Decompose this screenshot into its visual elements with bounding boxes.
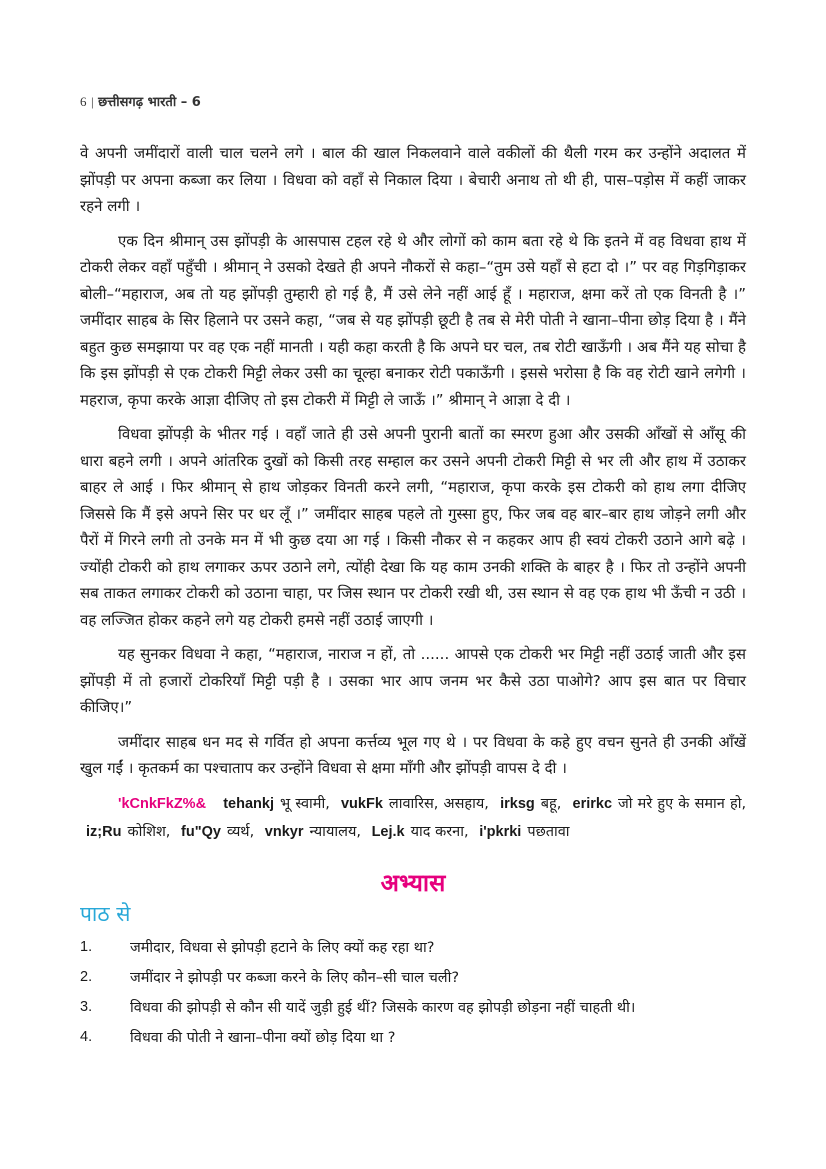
glossary-meaning: भू स्वामी,	[279, 795, 330, 812]
question-number: 3.	[80, 999, 93, 1015]
question-text: विधवा की पोती ने खाना–पीना क्यों छोड़ दिया था ?	[130, 1030, 396, 1046]
question-item	[80, 962, 750, 992]
paragraph: वे अपनी जमींदारों वाली चाल चलने लगे । बाल की खाल निकलवाने वाले वकीलों की थैली गरम कर उन्होंने अदालत में झोंपड़ी पर अपना कब्जा कर लिया । विधवा को वहाँ से निकाल दिया । बेचारी अनाथ तो थी ही, पास–पड़ोस में कहीं जाकर रहने लगी ।	[80, 144, 746, 215]
question-text: जमीदार, विधवा से झोपड़ी हटाने के लिए क्यों कह रहा था?	[130, 940, 435, 956]
glossary-term: iz;Ru	[86, 823, 122, 840]
question-number: 4.	[80, 1029, 93, 1045]
glossary-term: i'pkrki	[479, 823, 522, 840]
question-list	[80, 932, 750, 1052]
glossary-meaning: जो मरे हुए के समान हो,	[618, 795, 747, 812]
glossary-term: vnkyr	[264, 823, 304, 840]
paragraph: जमींदार साहब धन मद से गर्वित हो अपना कर्त्तव्य भूल गए थे । पर विधवा के कहे हुए वचन सुनते ही उनकी आँखें खुल गईं । कृतकर्म का पश्चाताप कर उन्होंने विधवा से क्षमा माँगी और झोंपड़ी वापस दे दी ।	[80, 732, 746, 777]
question-text: विधवा की झोपड़ी से कौन सी यादें जुड़ी हुई थीं? जिसके कारण वह झोपड़ी छोड़ना नहीं चाहती थी।	[130, 1000, 636, 1016]
glossary-meaning: याद करना,	[410, 823, 469, 840]
glossary-term: Lej.k	[371, 823, 405, 840]
glossary-term: erirkc	[572, 795, 613, 812]
glossary-meaning: लावारिस, असहाय,	[388, 795, 489, 812]
glossary-term: irksg	[500, 795, 535, 812]
header-separator: |	[91, 94, 94, 109]
glossary-meaning: बहू,	[540, 795, 562, 812]
section-title: पाठ से	[80, 902, 131, 926]
glossary-term: tehankj	[223, 795, 274, 812]
glossary-meaning: पछतावा	[527, 823, 570, 840]
question-number: 2.	[80, 969, 93, 985]
paragraph: एक दिन श्रीमान् उस झोंपड़ी के आसपास टहल रहे थे और लोगों को काम बता रहे थे कि इतने में वह विधवा हाथ में टोकरी लेकर वहाँ पहुँची । श्रीमान् ने उसको देखते ही अपने नौकरों से कहा–“तुम उसे यहाँ से हटा दो ।” पर वह गिड़गिड़ाकर बोली–“महाराज, अब तो यह झोंपड़ी तुम्हारी हो गई है, मैं उसे लेने नहीं आई हूँ । महाराज, क्षमा करें तो एक विनती है ।” जमींदार साहब के सिर हिलाने पर उसने कहा, “जब से यह झोंपड़ी छूटी है तब से मेरी पोती ने खाना–पीना छोड़ दिया है । मैंने बहुत कुछ समझाया पर वह एक नहीं मानती । यही कहा करती है कि अपने घर चल, तब रोटी खाऊँगी । अब मैंने यह सोचा है कि इस झोंपड़ी से एक टोकरी मिट्टी लेकर उसी का चूल्हा बनाकर रोटी पकाऊँगी । इससे भरोसा है कि वह रोटी खाने लगेगी । महराज, कृपा करके आज्ञा दीजिए तो इस टोकरी में मिट्टी ले जाऊँ ।” श्रीमान् ने आज्ञा दे दी ।	[80, 231, 746, 409]
glossary-heading: 'kCnkFkZ%&	[118, 795, 207, 812]
paragraph: विधवा झोंपड़ी के भीतर गई । वहाँ जाते ही उसे अपनी पुरानी बातों का स्मरण हुआ और उसकी आँखों से आँसू की धारा बहने लगी । अपने आंतरिक दुखों को किसी तरह सम्हाल कर उसने अपनी टोकरी मिट्टी से भर ली और हाथ में उठाकर बाहर ले आई । फिर श्रीमान् से हाथ जोड़कर विनती करने लगी, “महाराज, कृपा करके इस टोकरी को हाथ लगा दीजिए जिससे कि मैं इसे अपने सिर पर धर लूँ ।” जमींदार साहब पहले तो गुस्सा हुए, फिर जब वह बार–बार हाथ जोड़ने लगी और पैरों में गिरने लगी तो उनके मन में भी कुछ दया आ गई । किसी नौकर से न कहकर आप ही स्वयं टोकरी उठाने आगे बढ़े । ज्योंही टोकरी को हाथ लगाकर ऊपर उठाने लगे, त्योंही देखा कि यह काम उनकी शक्ति के बाहर है । फिर तो उन्होंने अपनी सब ताकत लगाकर टोकरी को उठाना चाहा, पर जिस स्थान पर टोकरी रखी थी, उस स्थान से वह एक हाथ भी ऊँची न उठी । वह लज्जित होकर कहने लगे यह टोकरी हमसे नहीं उठाई जाएगी ।	[80, 425, 746, 629]
page-header	[80, 92, 201, 110]
question-text: जमींदार ने झोपड़ी पर कब्जा करने के लिए कौन–सी चाल चली?	[130, 970, 460, 986]
page-number: 6	[80, 94, 87, 109]
exercise-title: अभ्यास	[380, 869, 446, 897]
story-text	[80, 140, 746, 854]
glossary-meaning: न्यायालय,	[309, 823, 361, 840]
glossary-meaning: कोशिश,	[127, 823, 171, 840]
question-number: 1.	[80, 939, 93, 955]
paragraph: यह सुनकर विधवा ने कहा, “महाराज, नाराज न हों, तो ...... आपसे एक टोकरी भर मिट्टी नहीं उठाई जाती और इस झोंपड़ी में तो हजारों टोकरियाँ मिट्टी पड़ी है । उसका भार आप जनम भर कैसे उठा पाओगे? आप इस बात पर विचार कीजिए।”	[80, 645, 746, 716]
question-item	[80, 992, 750, 1022]
glossary-term: vukFk	[340, 795, 383, 812]
glossary-term: fu"Qy	[181, 823, 221, 840]
question-item	[80, 1022, 750, 1052]
glossary	[80, 790, 746, 846]
glossary-meaning: व्यर्थ,	[226, 823, 255, 840]
book-title: छत्तीसगढ़ भारती – 6	[98, 95, 201, 110]
question-item	[80, 932, 750, 962]
